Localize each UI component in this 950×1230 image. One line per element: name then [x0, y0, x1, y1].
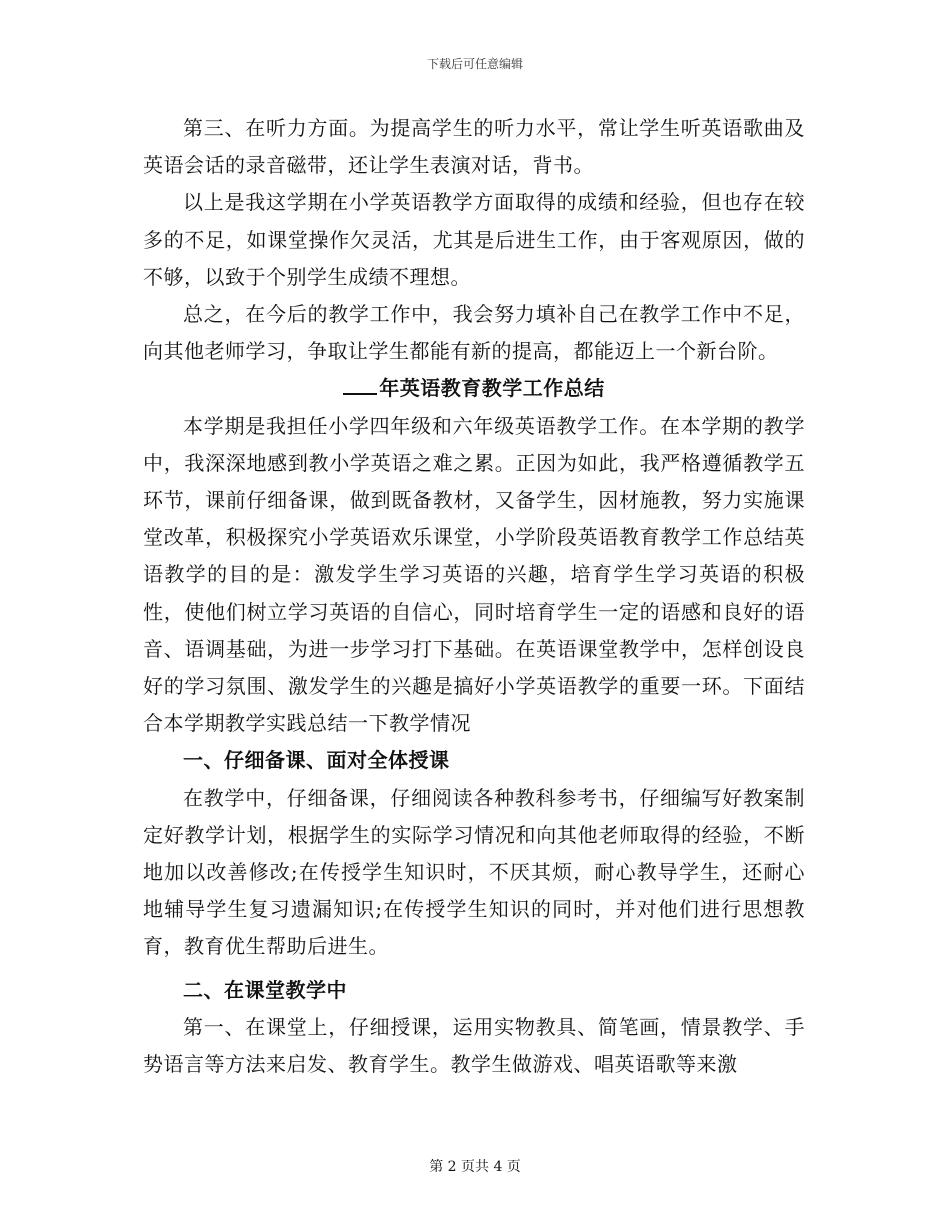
section-heading-1: 一、仔细备课、面对全体授课	[183, 748, 450, 773]
document-title-text: 年英语教育教学工作总结	[379, 376, 605, 401]
document-title	[143, 370, 805, 407]
document-body	[143, 110, 805, 1083]
paragraph-shortcomings: 以上是我这学期在小学英语教学方面取得的成绩和经验，但也存在较多的不足，如课堂操作欠灵活，尤其是后进生工作，由于客观原因，做的不够，以致于个别学生成绩不理想。	[143, 190, 805, 289]
page-header-note: 下载后可任意编辑	[426, 57, 523, 71]
paragraph-listening: 第三、在听力方面。为提高学生的听力水平，常让学生听英语歌曲及英语会话的录音磁带，还让学生表演对话，背书。	[143, 116, 805, 178]
title-blank-line	[343, 375, 377, 395]
section-heading-2: 二、在课堂教学中	[183, 977, 347, 1002]
paragraph-conclusion: 总之，在今后的教学工作中，我会努力填补自己在教学工作中不足，向其他老师学习，争取让学生都能有新的提高，都能迈上一个新台阶。	[143, 302, 805, 364]
paragraph-classroom: 第一、在课堂上，仔细授课，运用实物教具、简笔画，情景教学、手势语言等方法来启发、教育学生。教学生做游戏、唱英语歌等来激	[143, 1014, 805, 1077]
paragraph-preparation: 在教学中，仔细备课，仔细阅读各种教科参考书，仔细编写好教案制定好教学计划，根据学生的实际学习情况和向其他老师取得的经验，不断地加以改善修改;在传授学生知识时，不厌其烦，耐心教导学生，还耐心地辅导学生复习遗漏知识;在传授学生知识的同时，并对他们进行思想教育，教育优生帮助后进生。	[143, 785, 805, 959]
page-number: 第 2 页共 4 页	[429, 1159, 521, 1175]
paragraph-intro: 本学期是我担任小学四年级和六年级英语教学工作。在本学期的教学中，我深深地感到教小学英语之难之累。正因为如此，我严格遵循教学五环节，课前仔细备课，做到既备教材，又备学生，因材施教，努力实施课堂改革，积极探究小学英语欢乐课堂，小学阶段英语教育教学工作总结英语教学的目的是：激发学生学习英语的兴趣，培育学生学习英语的积极性，使他们树立学习英语的自信心，同时培育学生一定的语感和良好的语音、语调基础，为进一步学习打下基础。在英语课堂教学中，怎样创设良好的学习氛围、激发学生的兴趣是搞好小学英语教学的重要一环。下面结合本学期教学实践总结一下教学情况	[143, 413, 805, 736]
